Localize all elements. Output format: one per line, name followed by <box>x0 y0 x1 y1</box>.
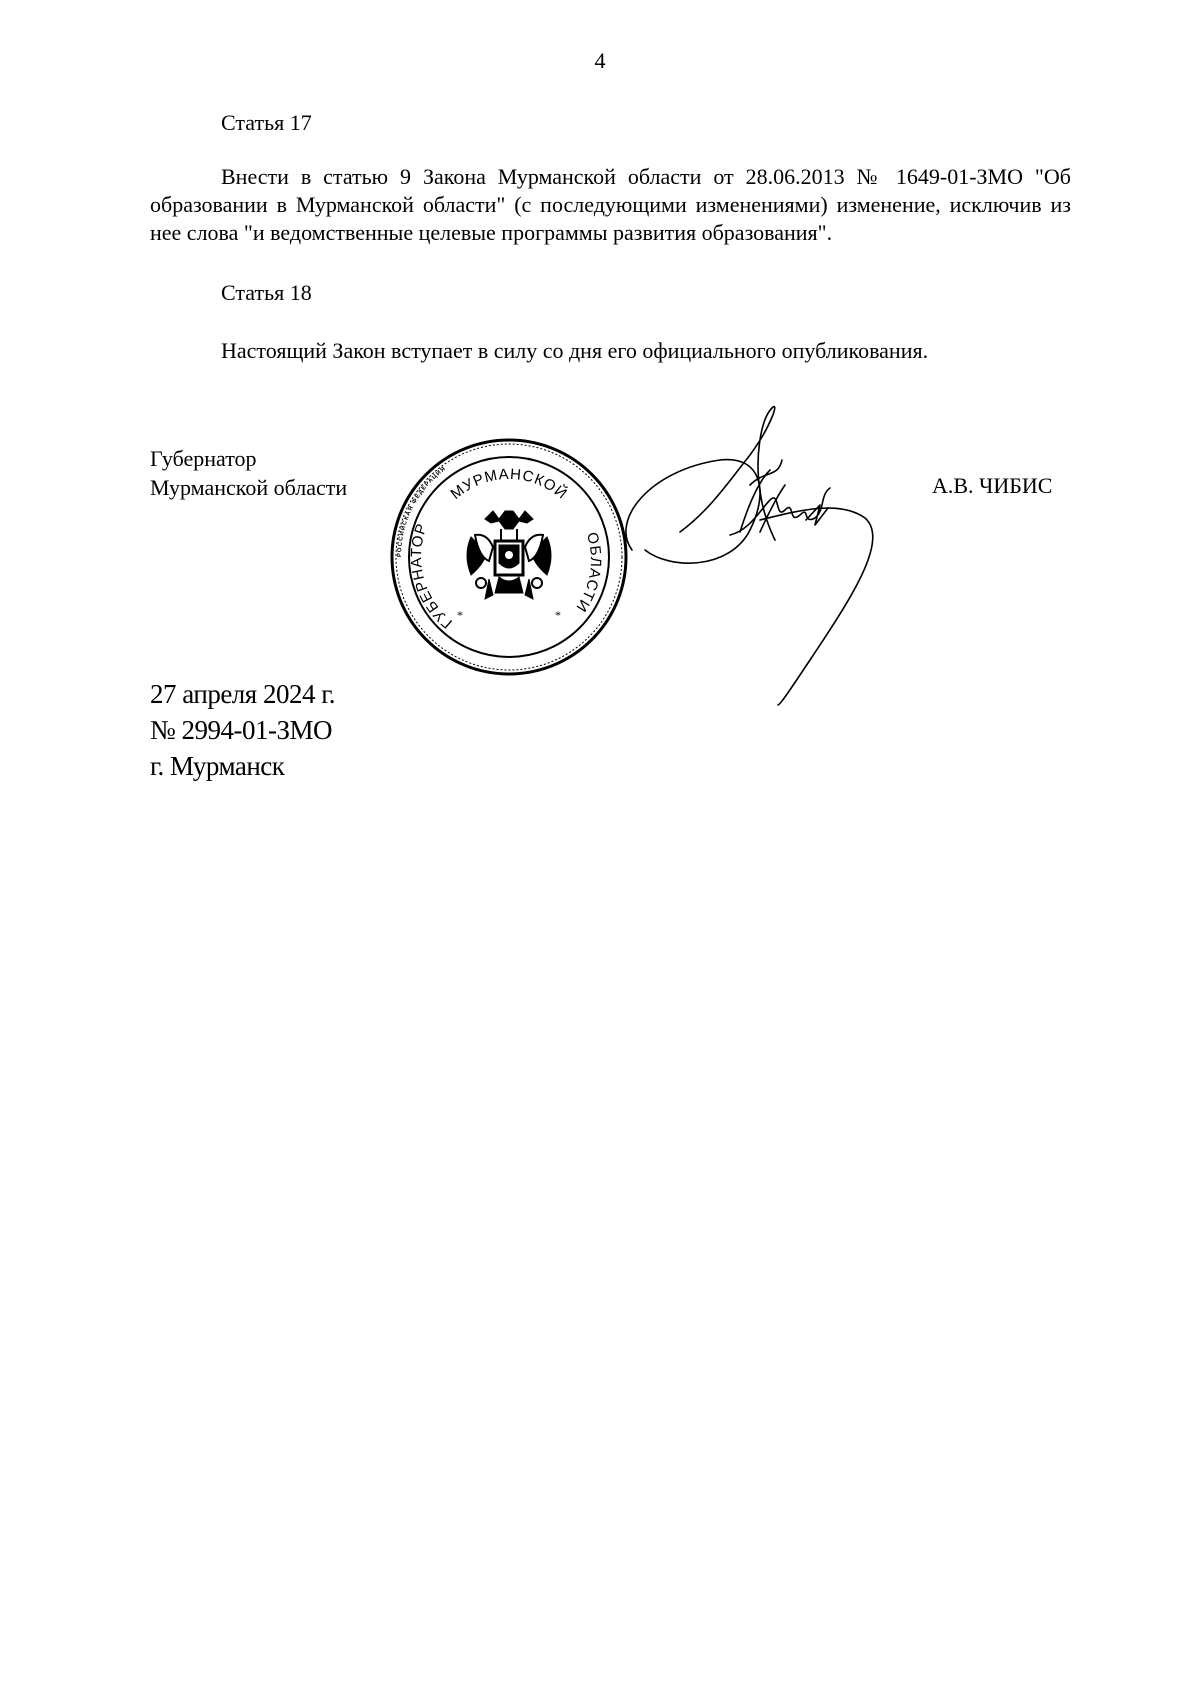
svg-text:ГУБЕРНАТОР <box>408 521 456 632</box>
article-17-body: Внести в статью 9 Закона Мурманской области от 28.06.2013 № 1649-01-ЗМО "Об образовании в Мурманской области" (с последующими изменениями) изменение, исключив из нее слова "и ведомственные целевые программы развития образования". <box>150 164 1071 245</box>
article-18-text <box>150 337 1071 365</box>
seal-outer-ring-text: РОССИЙСКАЯ ФЕДЕРАЦИЯ <box>396 465 448 558</box>
article-17-heading: Статья 17 <box>221 110 312 135</box>
signer-name: А.В. ЧИБИС <box>932 473 1053 498</box>
signer-title-line1: Губернатор <box>150 446 257 471</box>
signature-scribble <box>610 400 930 710</box>
seal-right-text: ОБЛАСТИ <box>571 530 605 616</box>
eagle-emblem-icon <box>457 511 561 622</box>
governor-seal <box>389 437 629 677</box>
article-18-body: Настоящий Закон вступает в силу со дня его официального опубликования. <box>221 338 929 363</box>
stamp-date: 27 апреля 2024 г. <box>150 679 335 709</box>
svg-text:МУРМАНСКОЙ <box>448 466 572 503</box>
article-17-text <box>150 163 1071 247</box>
article-18-heading: Статья 18 <box>221 280 312 305</box>
registration-stamp <box>150 676 335 784</box>
seal-left-text: ГУБЕРНАТОР <box>408 520 456 632</box>
page-number: 4 <box>594 48 606 73</box>
signer-title-line2: Мурманской области <box>150 475 348 500</box>
svg-text:*: * <box>457 608 463 622</box>
svg-text:*: * <box>555 608 561 622</box>
svg-text:ОБЛАСТИ <box>572 531 604 616</box>
stamp-number: № 2994-01-ЗМО <box>150 715 333 745</box>
stamp-place: г. Мурманск <box>150 751 285 781</box>
seal-top-text: МУРМАНСКОЙ <box>447 465 571 503</box>
signer-title <box>150 444 347 502</box>
